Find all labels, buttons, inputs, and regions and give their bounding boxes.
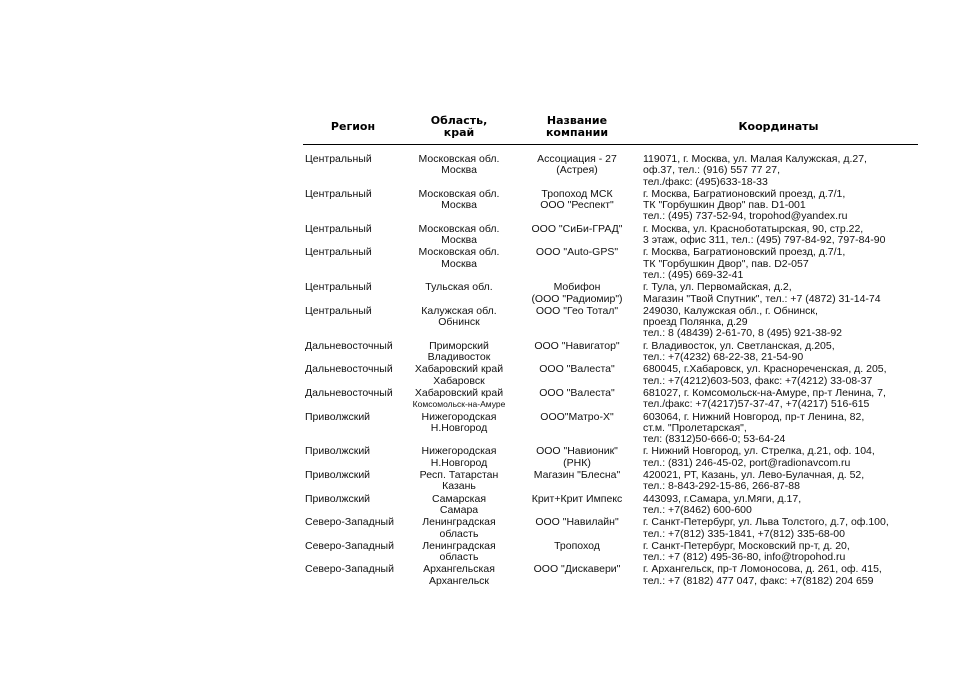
text-line: тел.: 8-843-292-15-86, 266-87-88 (643, 480, 800, 493)
cell-oblast (403, 494, 515, 518)
text-line: Тропоход (554, 540, 600, 552)
text-line: Приморский (429, 340, 489, 352)
text-line: тел.: 8 (48439) 2-61-70, 8 (495) 921-38-92 (643, 327, 843, 340)
text-line: Н.Новгород (430, 456, 488, 469)
text-line: Название (546, 114, 608, 127)
text-line: компании (545, 126, 609, 139)
text-line: ООО "Auto-GPS" (535, 247, 619, 259)
text-line: Московская обл. (418, 247, 500, 259)
cell-region: Центральный (305, 282, 372, 294)
text-line: ООО "Валеста" (539, 387, 615, 399)
cell-company (515, 470, 639, 494)
cell-oblast (403, 341, 515, 365)
cell-company (515, 364, 639, 388)
cell-region: Центральный (305, 188, 372, 200)
text-line: 420021, РТ, Казань, ул. Лево-Булачная, д. 52, (643, 470, 865, 482)
text-line: край (443, 126, 475, 139)
text-line: проезд Полянка, д.29 (643, 316, 748, 329)
text-line: г. Москва, Багратионовский проезд, д.7/1, (643, 188, 846, 200)
table-row (303, 446, 918, 470)
cell-region: Приволжский (305, 446, 371, 458)
table-row (303, 564, 918, 588)
text-line: г. Москва, Багратионовский проезд, д.7/1, (643, 247, 846, 259)
text-line: ООО "Навигатор" (534, 340, 620, 352)
cell-region: Дальневосточный (305, 340, 393, 352)
table-row (303, 470, 918, 494)
text-line: ТК "Горбушкин Двор", пав. D2-057 (643, 257, 809, 270)
cell-company (515, 306, 639, 341)
cell-coords (639, 247, 918, 282)
cell-region: Северо-Западный (305, 540, 394, 552)
cell-coords (639, 494, 918, 518)
cell-oblast (403, 388, 515, 412)
table-header-row (303, 110, 918, 145)
text-line: Н.Новгород (430, 421, 488, 434)
text-line: Крит+Крит Импекс (531, 493, 623, 505)
cell-region: Дальневосточный (305, 364, 393, 376)
cell-company (515, 282, 639, 306)
header-region (303, 110, 403, 145)
cell-oblast (403, 364, 515, 388)
cell-company (515, 446, 639, 470)
table-row (303, 364, 918, 388)
header-spacer (303, 145, 918, 155)
cell-coords (639, 446, 918, 470)
text-line: 603064, г. Нижний Новгород, пр-т Ленина, 82, (643, 411, 865, 423)
cell-region: Северо-Западный (305, 564, 394, 576)
cell-oblast (403, 189, 515, 224)
cell-company (515, 341, 639, 365)
table-row (303, 154, 918, 189)
cell-coords (639, 364, 918, 388)
text-line: Респ. Татарстан (419, 470, 499, 482)
text-line: тел: (8312)50-666-0; 53-64-24 (643, 433, 786, 446)
text-line: г. Владивосток, ул. Светланская, д.205, (643, 340, 835, 352)
table-row (303, 306, 918, 341)
cell-coords (639, 224, 918, 248)
text-line: г. Архангельск, пр-т Ломоносова, д. 261, оф. 415, (643, 564, 882, 576)
cell-oblast (403, 470, 515, 494)
cell-region: Центральный (305, 223, 372, 235)
cell-region: Приволжский (305, 411, 371, 423)
cell-oblast (403, 446, 515, 470)
text-line: 3 этаж, офис 311, тел.: (495) 797-84-92, 797-84-90 (643, 234, 886, 247)
text-line: Казань (442, 480, 476, 493)
text-line: тел./факс: (495)633-18-33 (643, 175, 768, 188)
cell-region: Приволжский (305, 493, 371, 505)
text-line: г. Москва, ул. Красноботатырская, 90, стр.22, (643, 223, 864, 235)
text-line: ООО "Респект" (540, 199, 614, 212)
text-line: ООО "Валеста" (539, 364, 615, 376)
cell-oblast (403, 306, 515, 341)
text-line: тел./факс: +7(4217)57-37-47, +7(4217) 516-615 (643, 398, 870, 411)
text-line: Хабаровск (433, 374, 485, 387)
cell-coords (639, 388, 918, 412)
table-row (303, 412, 918, 447)
text-line: тел.: +7 (812) 495-36-80, info@tropohod.ru (643, 551, 846, 564)
cell-coords (639, 412, 918, 447)
text-line: Комсомольск-на-Амуре (412, 399, 506, 410)
text-line: Тропоход МСК (541, 188, 613, 200)
text-line: 681027, г. Комсомольск-на-Амуре, пр-т Ленина, 7, (643, 387, 886, 399)
text-line: тел.: +7(8462) 600-600 (643, 503, 752, 516)
cell-oblast (403, 154, 515, 189)
cell-coords (639, 470, 918, 494)
cell-coords (639, 282, 918, 306)
table-row (303, 224, 918, 248)
text-line: ООО"Матро-Х" (540, 411, 614, 423)
cell-region: Северо-Западный (305, 517, 394, 529)
text-line: ТК "Горбушкин Двор" пав. D1-001 (643, 199, 806, 212)
cell-coords (639, 341, 918, 365)
text-line: Архангельск (428, 574, 490, 587)
text-line: тел.: +7(4232) 68-22-38, 21-54-90 (643, 351, 804, 364)
header-coords (639, 110, 918, 145)
text-line: Регион (330, 120, 376, 133)
cell-oblast (403, 224, 515, 248)
text-line: тел.: (495) 737-52-94, tropohod@yandex.ru (643, 210, 848, 223)
cell-company (515, 154, 639, 189)
cell-region: Центральный (305, 305, 372, 317)
text-line: ООО "Навилайн" (535, 517, 619, 529)
table-row (303, 247, 918, 282)
text-line: тел.: (831) 246-45-02, port@radionavcom.ru (643, 456, 851, 469)
text-line: Москва (441, 164, 477, 177)
text-line: Нижегородская (421, 446, 497, 458)
cell-coords (639, 541, 918, 565)
dealer-table (303, 110, 918, 588)
text-line: ООО "Дискавери" (533, 564, 621, 576)
cell-company (515, 224, 639, 248)
text-line: оф.37, тел.: (916) 557 77 27, (643, 164, 781, 177)
text-line: Магазин "Блесна" (533, 470, 621, 482)
text-line: Владивосток (427, 351, 491, 364)
cell-company (515, 541, 639, 565)
text-line: 680045, г.Хабаровск, ул. Краснореченская, д. 205, (643, 364, 887, 376)
text-line: (Астрея) (556, 164, 598, 177)
cell-company (515, 564, 639, 588)
text-line: Ленинградская (422, 540, 496, 552)
text-line: Координаты (738, 120, 819, 133)
text-line: 249030, Калужская обл., г. Обнинск, (643, 305, 818, 317)
text-line: Московская обл. (418, 154, 500, 165)
cell-company (515, 517, 639, 541)
text-line: (ООО "Радиомир") (531, 292, 623, 305)
table-row (303, 494, 918, 518)
text-line: область (439, 551, 479, 564)
text-line: Калужская обл. (421, 305, 497, 317)
text-line: г. Санкт-Петербург, Московский пр-т, д. 20, (643, 540, 850, 552)
cell-region: Центральный (305, 154, 372, 165)
text-line: 443093, г.Самара, ул.Мяги, д.17, (643, 493, 802, 505)
cell-region: Дальневосточный (305, 387, 393, 399)
header-oblast (403, 110, 515, 145)
cell-oblast (403, 541, 515, 565)
cell-company (515, 494, 639, 518)
text-line: Московская обл. (418, 188, 500, 200)
cell-company (515, 388, 639, 412)
cell-coords (639, 564, 918, 588)
text-line: г. Нижний Новгород, ул. Стрелка, д.21, оф. 104, (643, 446, 875, 458)
cell-company (515, 412, 639, 447)
text-line: Москва (441, 257, 477, 270)
text-line: 119071, г. Москва, ул. Малая Калужская, д.27, (643, 154, 867, 165)
cell-coords (639, 306, 918, 341)
text-line: г. Тула, ул. Первомайская, д.2, (643, 282, 792, 294)
text-line: ст.м. "Пролетарская", (643, 421, 747, 434)
text-line: Москва (441, 234, 477, 247)
text-line: Москва (441, 199, 477, 212)
text-line: (РНК) (563, 456, 591, 469)
cell-oblast (403, 412, 515, 447)
table-row (303, 189, 918, 224)
text-line: ООО "Навионик" (536, 446, 618, 458)
cell-oblast (403, 247, 515, 282)
text-line: тел.: +7(812) 335-1841, +7(812) 335-68-00 (643, 527, 845, 540)
cell-company (515, 189, 639, 224)
text-line: Архангельская (423, 564, 495, 576)
text-line: Область, (430, 114, 488, 127)
text-line: ООО "Гео Тотал" (535, 305, 619, 317)
cell-coords (639, 154, 918, 189)
cell-coords (639, 517, 918, 541)
table-row (303, 341, 918, 365)
text-line: Мобифон (553, 282, 601, 294)
text-line: тел.: +7 (8182) 477 047, факс: +7(8182) 204 659 (643, 574, 874, 587)
cell-region: Центральный (305, 247, 372, 259)
table-row (303, 517, 918, 541)
cell-oblast (403, 517, 515, 541)
dealer-table-document (303, 110, 918, 588)
text-line: тел.: (495) 669-32-41 (643, 268, 744, 281)
text-line: Самара (439, 503, 479, 516)
text-line: ООО "СиБи-ГРАД" (531, 223, 623, 235)
text-line: Обнинск (438, 316, 480, 329)
table-row (303, 282, 918, 306)
text-line: Ассоциация - 27 (537, 154, 617, 165)
cell-company (515, 247, 639, 282)
text-line: Магазин "Твой Спутник", тел.: +7 (4872) 31-14-74 (643, 292, 881, 305)
cell-region: Приволжский (305, 470, 371, 482)
text-line: Нижегородская (421, 411, 497, 423)
header-company (515, 110, 639, 145)
text-line: Хабаровский край (414, 364, 504, 376)
text-line: Самарская (431, 493, 487, 505)
cell-oblast (403, 282, 515, 306)
text-line: тел.: +7(4212)603-503, факс: +7(4212) 33-08-37 (643, 374, 873, 387)
table-row (303, 388, 918, 412)
cell-coords (639, 189, 918, 224)
table-body (303, 145, 918, 588)
table-row (303, 541, 918, 565)
text-line: г. Санкт-Петербург, ул. Льва Толстого, д.7, оф.100, (643, 517, 889, 529)
cell-oblast (403, 564, 515, 588)
text-line: Хабаровский край (414, 387, 504, 399)
text-line: область (439, 527, 479, 540)
text-line: Тульская обл. (425, 282, 493, 294)
text-line: Ленинградская (422, 517, 496, 529)
text-line: Московская обл. (418, 223, 500, 235)
